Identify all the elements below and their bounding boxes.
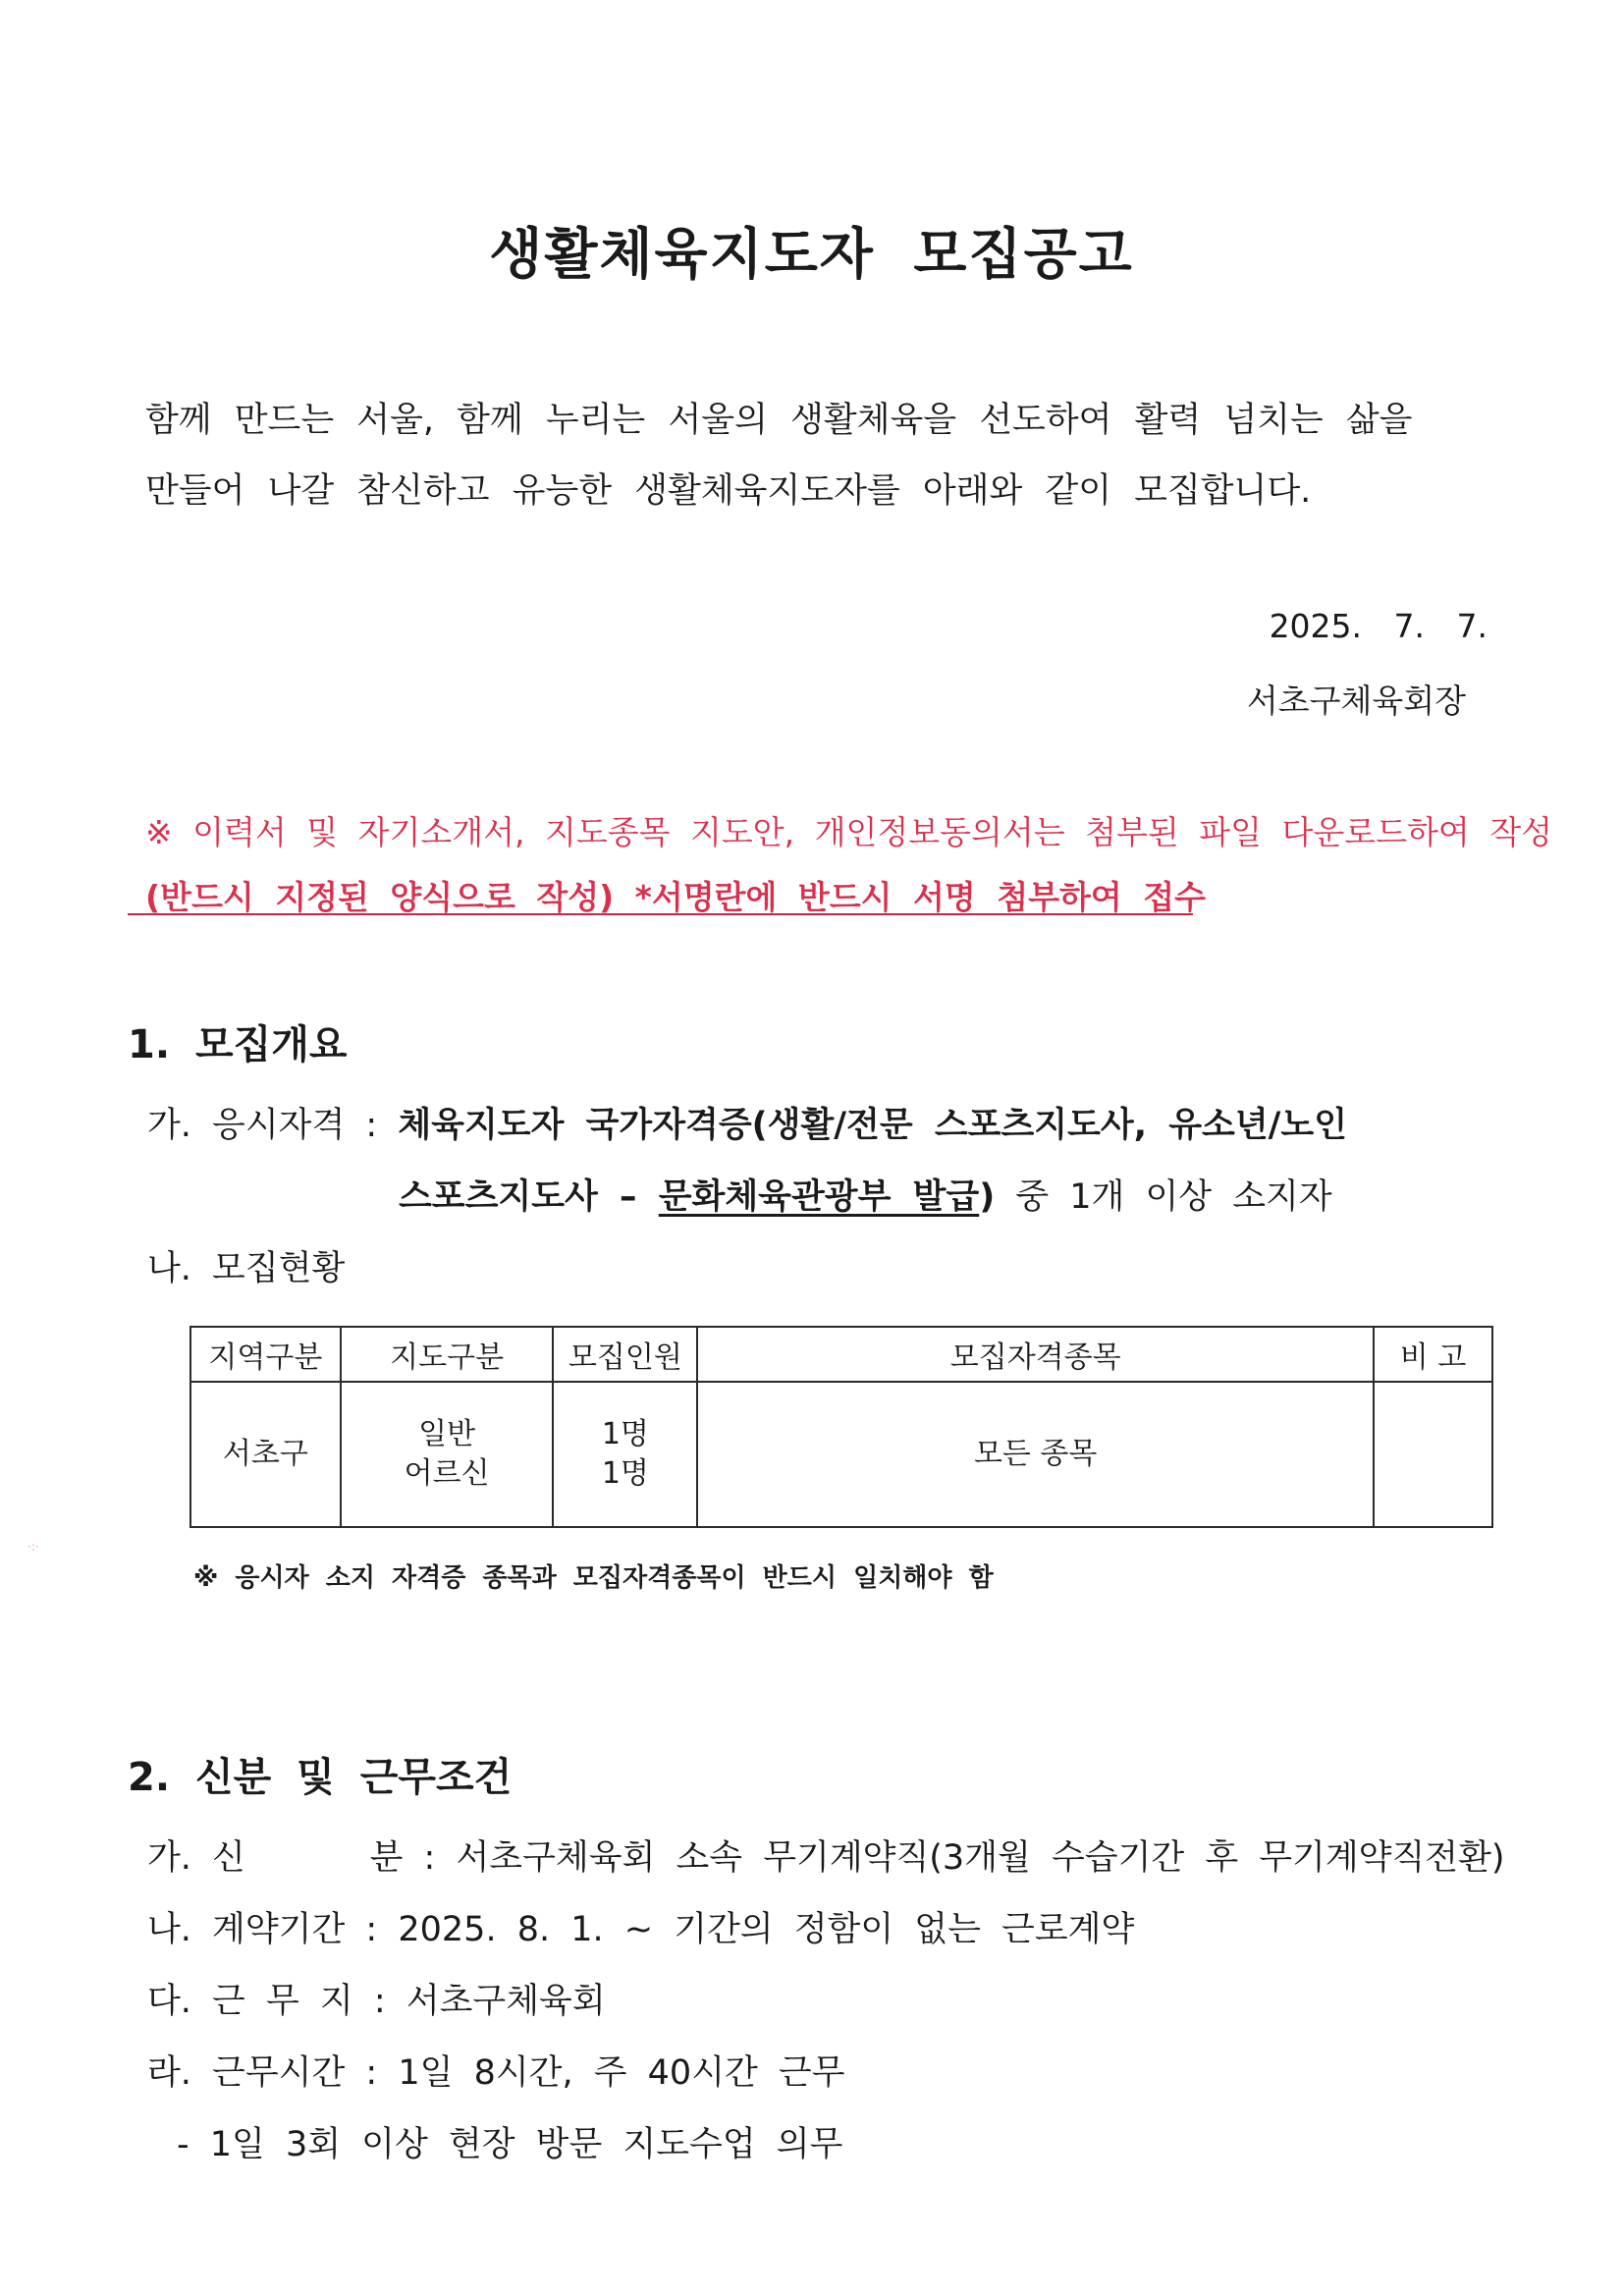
headcount-general: 1명	[601, 1417, 649, 1451]
condition-contract	[147, 1902, 1134, 1951]
page-title: 생활체육지도자 모집공고	[489, 223, 1134, 287]
qualification-text-1: 체육지도자 국가자격증(생활/전문 스포츠지도사, 유소년/노인	[398, 1106, 1348, 1145]
cell-headcount	[553, 1382, 697, 1527]
condition-contract-value: 2025. 8. 1. ~ 기간의 정함이 없는 근로계약	[398, 1910, 1135, 1949]
signature-notice: (반드시 지정된 양식으로 작성) *서명란에 반드시 서명 첨부하여 접수	[145, 878, 1207, 916]
notice-date: 2025. 7. 7.	[1269, 607, 1488, 645]
header-headcount: 모집인원	[553, 1327, 697, 1382]
condition-status-label: 가. 신 분 :	[147, 1838, 436, 1878]
cell-region: 서초구	[190, 1382, 341, 1527]
condition-hours-sub: - 1일 3회 이상 현장 방문 지도수업 의무	[177, 2125, 843, 2164]
table-note: ※ 응시자 소지 자격증 종목과 모집자격종목이 반드시 일치해야 함	[193, 1563, 994, 1593]
header-region: 지역구분	[190, 1327, 341, 1382]
scan-speck: ·:·	[27, 1540, 39, 1554]
condition-contract-label: 나. 계약기간 :	[147, 1910, 378, 1949]
condition-hours-value: 1일 8시간, 주 40시간 근무	[398, 2053, 845, 2093]
condition-status-value: 서초구체육회 소속 무기계약직(3개월 수습기간 후 무기계약직전환)	[456, 1838, 1505, 1878]
header-remark: 비 고	[1374, 1327, 1492, 1382]
condition-status	[147, 1831, 1505, 1880]
condition-hours-label: 라. 근무시간 :	[147, 2053, 378, 2093]
header-sport: 모집자격종목	[697, 1327, 1374, 1382]
recruitment-status-label: 나. 모집현황	[147, 1249, 346, 1288]
intro-line-1: 함께 만드는 서울, 함께 누리는 서울의 생활체육을 선도하여 활력 넘치는 삶을	[145, 401, 1413, 440]
issuer-name: 서초구체육회장	[1246, 682, 1466, 720]
qualification-text-2: 스포츠지도사 –	[399, 1177, 659, 1217]
qualification-close: )	[979, 1177, 996, 1217]
cell-guidance-type	[341, 1382, 554, 1527]
cell-sport: 모든 종목	[697, 1382, 1374, 1527]
section-1-heading: 1. 모집개요	[128, 1022, 348, 1067]
header-guidance-type: 지도구분	[341, 1327, 554, 1382]
guidance-type-general: 일반	[418, 1417, 476, 1451]
notice-underline	[128, 913, 1193, 915]
qualification-label: 가. 응시자격 :	[147, 1106, 378, 1145]
condition-workplace-label: 다. 근 무 지 :	[147, 1982, 386, 2021]
headcount-senior: 1명	[601, 1456, 649, 1491]
section-2-heading: 2. 신분 및 근무조건	[128, 1755, 513, 1800]
guidance-type-senior: 어르신	[404, 1456, 490, 1491]
condition-hours	[147, 2046, 845, 2095]
recruitment-table	[189, 1326, 1493, 1528]
issuing-ministry: 문화체육관광부 발급	[658, 1177, 980, 1217]
table-header-row	[190, 1327, 1492, 1382]
qualification-rest: 중 1개 이상 소지자	[995, 1177, 1332, 1217]
table-row	[190, 1382, 1492, 1527]
cell-remark	[1374, 1382, 1492, 1527]
condition-workplace-value: 서초구체육회	[406, 1982, 606, 2021]
qualification-continued	[399, 1170, 1332, 1219]
attachment-notice: ※ 이력서 및 자기소개서, 지도종목 지도안, 개인정보동의서는 첨부된 파일 다운로드하여 작성	[145, 813, 1553, 851]
qualification-item	[147, 1098, 1347, 1147]
intro-line-2: 만들어 나갈 참신하고 유능한 생활체육지도자를 아래와 같이 모집합니다.	[145, 471, 1312, 511]
condition-workplace	[147, 1974, 606, 2023]
